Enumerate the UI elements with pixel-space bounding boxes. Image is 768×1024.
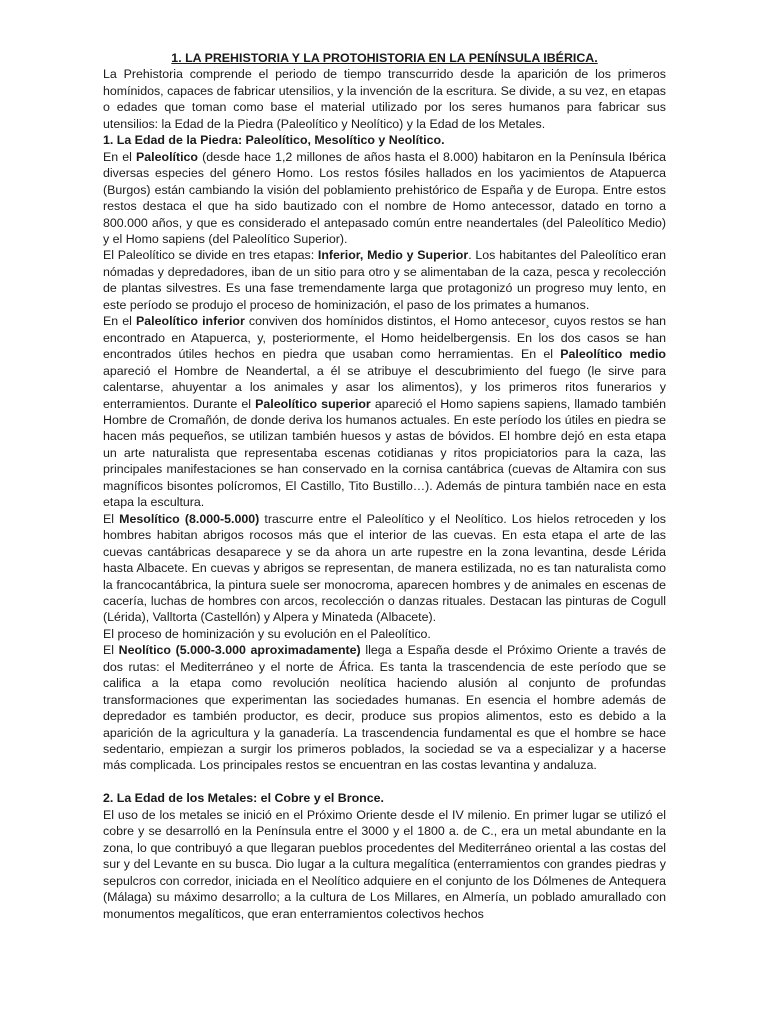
blank-line [103,774,666,790]
paragraph-neolithic [103,642,666,774]
bold-term-paleolitico-inferior: Paleolítico inferior [136,314,245,329]
bold-term-neolitico: Neolítico (5.000-3.000 aproximadamente) [118,643,361,658]
section-heading-metal-age: 2. La Edad de los Metales: el Cobre y el Bronce. [103,791,384,806]
text-run: llega a España desde el Próximo Oriente a través de dos rutas: el Mediterráneo y el norte de África. Es tanta la trascendencia de este período que se califica a la etapa como revolución neolítica haciendo alusión al conjunto de profundas transformaciones que experimentan las sociedades humanas. En esencia el hombre además de depredador es también productor, es decir, produce sus propios alimentos, esto es debido a la aparición de la agricultura y la ganadería. La trascendencia fundamental es que el hombre se hace sedentario, empiezan a surgir los primeros poblados, la sociedad se va a especializar y a hacerse más complicada. Los principales restos se encuentran en las costas levantina y andaluza. [103,643,666,773]
document-page [103,50,666,922]
text-run: (desde hace 1,2 millones de años hasta el 8.000) habitaron en la Península Ibérica diversas especies del género Homo. Los restos fósiles hallados en los yacimientos de Atapuerca (Burgos) están cambiando la visión del poblamiento prehistórico de España y de Europa. Entre estos restos destaca el que ha sido bautizado con el nombre de Homo antecessor, datado en torno a 800.000 años, y que es considerado el antepasado común entre neandertales (del Paleolítico Medio) y el Homo sapiens (del Paleolítico Superior). [103,149,666,246]
bold-term-paleolitico: Paleolítico [136,149,198,164]
paragraph-stages [103,247,666,313]
bold-term-mesolitico: Mesolítico (8.000-5.000) [119,511,260,526]
text-run: apareció el Homo sapiens sapiens, llamado también Hombre de Cromañón, de donde deriva los humanos actuales. En este período los útiles en piedra se hacen más pequeños, se utilizan también huesos y astas de bóvidos. El hombre dejó en esta etapa un arte naturalista que representaba escenas cotidianas y ritos propiciatorios para la caza, las principales manifestaciones se han conservado en la cornisa cantábrica (cuevas de Altamira con sus magníficos bisontes polícromos, El Castillo, Tito Bustillo…). Además de pintura también nace en esta etapa la escultura. [103,396,667,510]
text-run: El [103,511,120,526]
text-run: En el [103,314,137,329]
paragraph-paleolithic-periods [103,313,666,510]
paragraph-hominization: El proceso de hominización y su evolución en el Paleolítico. [103,626,431,641]
bold-term-paleolitico-medio: Paleolítico medio [560,347,666,362]
text-run: En el [103,149,137,164]
text-run: El [103,643,119,658]
intro-paragraph: La Prehistoria comprende el periodo de tiempo transcurrido desde la aparición de los primeros homínidos, capaces de fabricar utensilios, y la invención de la escritura. Se divide, a su vez, en etapas o edades que toman como base el material utilizado por los seres humanos para fabricar sus utensilios: la Edad de la Piedra (Paleolítico y Neolítico) y la Edad de los Metales. [103,67,666,131]
bold-term-stages: Inferior, Medio y Superior [317,248,469,263]
bold-term-paleolitico-superior: Paleolítico superior [255,396,371,411]
text-run: trascurre entre el Paleolítico y el Neolítico. Los hielos retroceden y los hombres habitan abrigos rocosos más que el interior de las cuevas. En esta etapa el arte de las cuevas cantábricas desaparece y se da ahora un arte rupestre en la zona levantina, desde Lérida hasta Albacete. En cuevas y abrigos se representan, de manera estilizada, no es tan naturalista como la francocantábrica, la pintura suele ser monocroma, aparecen hombres y de animales en escenas de cacería, luchas de hombres con arcos, recolección o danzas rituales. Destacan las pinturas de Cogull (Lérida), Valltorta (Castellón) y Alpera y Minateda (Albacete). [103,511,666,625]
paragraph-mesolithic [103,511,666,626]
text-run: apareció el Hombre de Neandertal, a él se atribuye el descubrimiento del fuego (le sirve para calentarse, ahuyentar a los animales y asar los alimentos), y los primeros ritos funerarios y enterramientos. Durante el [103,363,666,411]
text-run: . Los habitantes del Paleolítico eran nómadas y depredadores, iban de un sitio para otro y se alimentaban de la caza, pesca y recolección de plantas silvestres. Es una fase tremendamente larga que protagonizó un progreso muy lento, en este período se produjo el proceso de hominización, el paso de los primates a humanos. [103,248,666,312]
paragraph-metals: El uso de los metales se inició en el Próximo Oriente desde el IV milenio. En primer lugar se utilizó el cobre y se desarrolló en la Península entre el 3000 y el 1800 a. de C., era un metal abundante en la zona, lo que contribuyó a que llegaran pueblos procedentes del Mediterráneo oriental a las costas del sur y del Levante en su busca. Dio lugar a la cultura megalítica (enterramientos con grandes piedras y sepulcros con corredor, iniciada en el Neolítico adquiere en el conjunto de los Dólmenes de Antequera (Málaga) su máximo desarrollo; a la cultura de Los Millares, en Almería, un poblado amurallado con monumentos megalíticos, que eran enterramientos colectivos hechos [103,807,666,921]
text-run: conviven dos homínidos distintos, el Homo antecesor¸ cuyos restos se han encontrado en Atapuerca, y, posteriormente, el Homo heidelbergensis. En los dos casos se han encontrados útiles hechos en piedra que usaban como herramientas. En el [103,314,666,362]
paragraph-paleolithic [103,149,666,248]
section-heading-stone-age: 1. La Edad de la Piedra: Paleolítico, Mesolítico y Neolítico. [103,133,445,148]
document-title: 1. LA PREHISTORIA Y LA PROTOHISTORIA EN LA PENÍNSULA IBÉRICA. [171,51,598,65]
text-run: El Paleolítico se divide en tres etapas: [103,248,318,263]
